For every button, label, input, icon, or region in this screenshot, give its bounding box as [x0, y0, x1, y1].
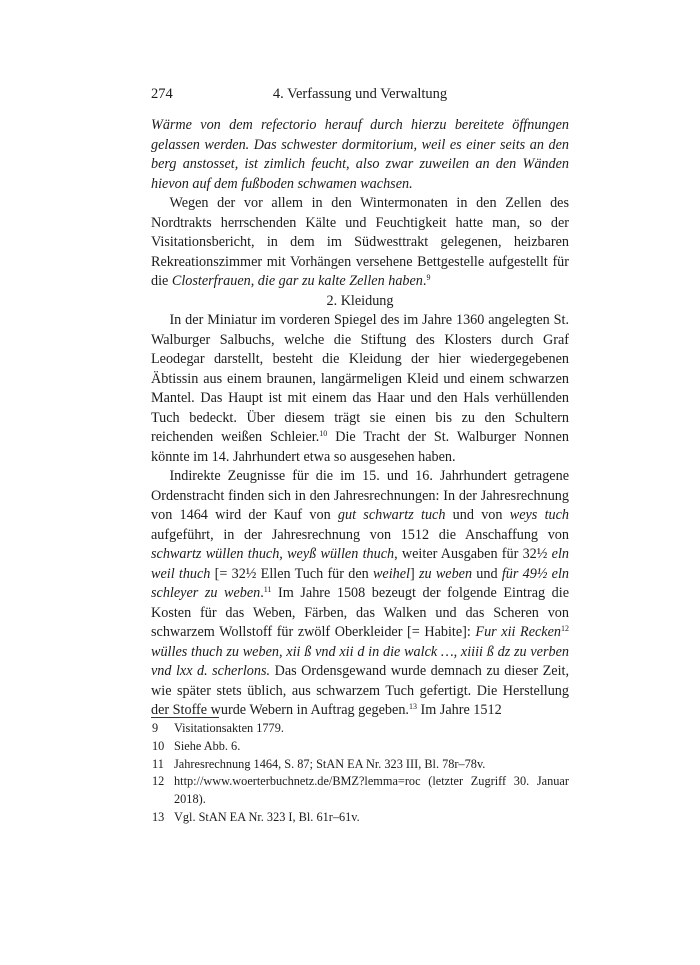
footnote	[151, 738, 569, 756]
intro-paragraph-end: .	[422, 273, 427, 289]
paragraph-1-text-a: In der Miniatur im vorderen Spiegel des im Jahre 1360 angelegten St. Walburger Salbuchs, welche die Stiftung des Klosters durch Graf Leodegar darstellt, besteht die Kleidung der hier wiedergegebenen Äbtissin aus einem braunen, langärmeligen Kleid und einem schwarzen Mantel. Das Haupt ist mit einem das Haar und den Hals verhüllenden Tuch bedeckt. Über diesem trägt sie einen bis zu den Schultern reichenden weißen Schleier.	[151, 312, 569, 445]
footnote-number: 13	[152, 809, 165, 824]
paragraph-1-text-b: Die Tracht der St. Walburger Nonnen könnte im 14. Jahrhundert etwa so ausgesehen haben.	[151, 429, 569, 465]
footnote	[151, 756, 569, 774]
intro-paragraph	[151, 194, 569, 292]
footnote-number: 12	[152, 774, 165, 789]
footnote-text: Visitationsakten 1779.	[174, 721, 284, 735]
paragraph-2-quote: zu weben	[418, 565, 473, 582]
footnote-text: Siehe Abb. 6.	[174, 738, 241, 753]
paragraph-2-quote: gut schwartz tuch	[337, 507, 446, 523]
footnote	[151, 809, 569, 827]
paragraph-2-text: Indirekte Zeugnisse für die im 15. und 16. Jahrhundert getragene Ordenstracht finden sich in den Jahresrechnungen: In der Jahresrechnung von 1464 wird der Kauf von	[151, 468, 569, 523]
footnote-number: 10	[152, 738, 165, 753]
paragraph-2	[151, 467, 569, 721]
paragraph-2-text: , weiter Ausgaben für 32½	[394, 546, 552, 562]
paragraph-2-text: [= 32½ Ellen Tuch für den	[210, 565, 373, 582]
footnote-ref-11[interactable]: 11	[263, 585, 272, 594]
body-text	[151, 116, 569, 721]
footnote-text: Jahresrechnung 1464, S. 87; StAN EA Nr. 323 III, Bl. 78r–78v.	[174, 756, 486, 771]
paragraph-2-quote: für 49½ eln schleyer zu weben	[151, 565, 569, 601]
paragraph-2-quote: eln weil thuch	[151, 546, 569, 582]
paragraph-2-quote: wülles thuch zu weben, xii ß vnd xii d in die walck …, xiiii ß dz zu verben vnd lxx d. scherlons.	[151, 643, 569, 679]
section-heading: 2. Kleidung	[326, 292, 394, 309]
paragraph-2-text: Im Jahre 1512	[416, 702, 502, 718]
paragraph-2-quote: schwartz wüllen thuch, weyß wüllen thuch	[151, 546, 395, 562]
intro-paragraph-quote: Closterfrauen, die gar zu kalte Zellen haben	[171, 273, 423, 289]
intro-paragraph-text: Wegen der vor allem in den Wintermonaten in den Zellen des Nordtrakts herrschenden Kälte und Feuchtigkeit hatte man, so der Visitationsbericht, in dem im Südwesttrakt gelegenen, heizbaren Rekreationszimmer mit Vorhängen versehene Bettgestelle aufgestellt für die	[151, 195, 569, 289]
footnote-link-text[interactable]: http://www.woerterbuchnetz.de/BMZ?lemma=roc (letzter Zugriff 30. Januar 2018).	[174, 774, 569, 807]
paragraph-2-quote: weihel	[372, 565, 410, 582]
page-header	[151, 84, 569, 104]
paragraph-2-text: .	[260, 585, 264, 601]
footnotes	[151, 720, 569, 827]
intro-quote-paragraph	[151, 116, 569, 194]
running-title: 4. Verfassung und Verwaltung	[272, 86, 448, 102]
footnote-ref-12[interactable]: 12	[561, 624, 569, 633]
footnote-number: 11	[152, 756, 164, 771]
footnote-ref-9[interactable]: 9	[426, 273, 431, 282]
footnote-ref-13[interactable]: 13	[408, 702, 417, 711]
footnote-number: 9	[152, 721, 159, 735]
paragraph-2-quote: Fur xii Recken	[475, 624, 561, 640]
paragraph-2-text: Das Ordensgewand wurde demnach zu dieser Zeit, wie später stets üblich, aus schwarzem Tuch gefertigt. Die Herstellung der Stoffe wurde Webern in Auftrag gegeben.	[151, 663, 570, 718]
paragraph-2-text: ]	[410, 565, 419, 582]
footnote-text: Vgl. StAN EA Nr. 323 I, Bl. 61r–61v.	[174, 809, 360, 824]
page-number: 274	[151, 86, 173, 102]
footnote	[151, 720, 569, 738]
paragraph-2-text: Im Jahre 1508 bezeugt der folgende Eintrag die Kosten für das Weben, Färben, das Walken und das Scheren von schwarzem Wollstoff für zwölf Oberkleider [= Habite]:	[151, 585, 569, 640]
footnote-divider	[151, 717, 219, 718]
paragraph-2-text: aufgeführt, in der Jahresrechnung von 1512 die Anschaffung von	[151, 526, 569, 543]
paragraph-1	[151, 311, 569, 467]
intro-quote: Wärme von dem refectorio herauf durch hierzu bereitete öffnungen gelassen werden. Das schwester dormitorium, weil es einer seits an den berg anstosset, ist zimlich feucht, also zwar zuweilen an den Wänden hievon auf dem fußboden schwamen wachsen.	[151, 117, 569, 192]
footnote-ref-10[interactable]: 10	[319, 429, 328, 438]
paragraph-2-text: und von	[445, 507, 510, 523]
paragraph-2-quote: weys tuch	[509, 507, 570, 523]
paragraph-2-text: und	[472, 565, 502, 582]
footnote	[151, 773, 569, 809]
